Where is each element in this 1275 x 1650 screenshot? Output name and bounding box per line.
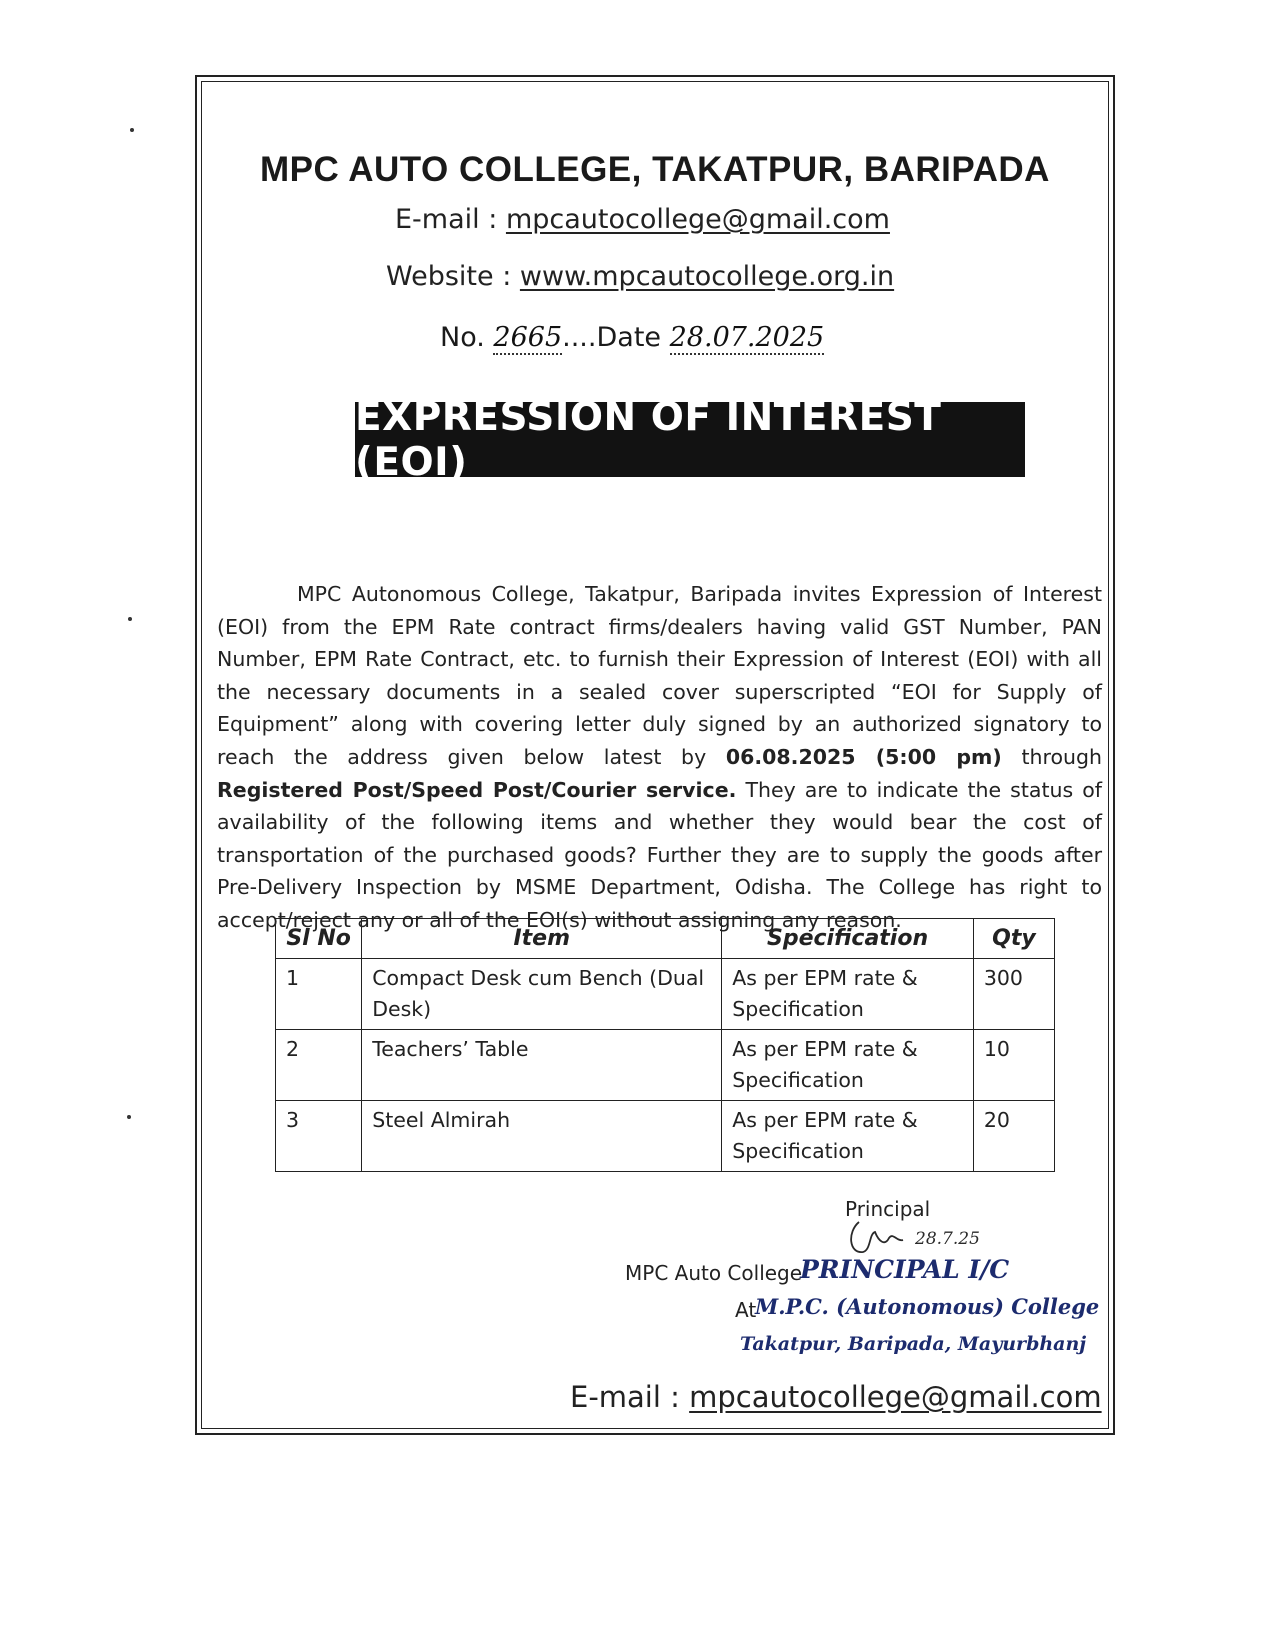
body-part3: They are to indicate the status of availability of the following items and whether they would bear the cost of transportation of the purchased goods? Further they are to supply the goods after Pre-Delivery Inspection by MSME Department, Odisha. The College has right to accept/reject any or all of the EOI(s) without assigning any reason. [217, 777, 1102, 932]
signature-date: 28.7.25 [915, 1229, 980, 1249]
scan-speck [127, 1115, 131, 1119]
no-label: No. [440, 322, 485, 353]
cell-item: Steel Almirah [362, 1101, 722, 1172]
eoi-title-banner: EXPRESSION OF INTEREST (EOI) [355, 402, 1025, 477]
college-prefix: MPC Auto College [625, 1261, 803, 1285]
cell-spec: As per EPM rate & Specification [722, 959, 974, 1030]
body-part2: through [1021, 744, 1102, 769]
cell-spec: As per EPM rate & Specification [722, 1030, 974, 1101]
at-prefix: At [735, 1298, 757, 1322]
cell-qty: 300 [973, 959, 1054, 1030]
scan-speck [130, 128, 134, 132]
header-specification: Specification [722, 919, 974, 959]
stamp-address: Takatpur, Baripada, Mayurbhanj [740, 1333, 1087, 1355]
scan-speck [128, 617, 132, 621]
items-table [275, 918, 1055, 1172]
header-item: Item [362, 919, 722, 959]
stamp-principal: PRINCIPAL I/C [800, 1255, 1010, 1284]
website-label: Website : [386, 261, 512, 292]
reference-line [440, 322, 824, 353]
footer-email-line [570, 1380, 1102, 1414]
cell-qty: 20 [973, 1101, 1054, 1172]
date-label: Date [596, 322, 662, 353]
cell-spec: As per EPM rate & Specification [722, 1101, 974, 1172]
cell-qty: 10 [973, 1030, 1054, 1101]
website-link[interactable]: www.mpcautocollege.org.in [519, 261, 895, 292]
table-row [276, 1030, 1055, 1101]
cell-sl: 1 [276, 959, 362, 1030]
cell-item: Compact Desk cum Bench (Dual Desk) [362, 959, 722, 1030]
table-row [276, 959, 1055, 1030]
header-sl-no: Sl No [276, 919, 362, 959]
cell-sl: 3 [276, 1101, 362, 1172]
footer-email-link[interactable]: mpcautocollege@gmail.com [689, 1380, 1102, 1414]
cell-item: Teachers’ Table [362, 1030, 722, 1101]
dots: .... [562, 322, 597, 353]
cell-sl: 2 [276, 1030, 362, 1101]
reference-number: 2665 [493, 322, 563, 353]
header-email-line [395, 204, 890, 235]
eoi-body-paragraph [217, 578, 1102, 937]
header-qty: Qty [973, 919, 1054, 959]
footer-email-label: E-mail : [570, 1380, 680, 1414]
stamp-college: M.P.C. (Autonomous) College [755, 1294, 1100, 1319]
email-label: E-mail : [395, 204, 498, 235]
college-name: MPC AUTO COLLEGE, TAKATPUR, BARIPADA [260, 150, 1050, 189]
deadline-text: 06.08.2025 (5:00 pm) [725, 744, 1002, 769]
reference-date: 28.07.2025 [669, 322, 825, 353]
principal-label: Principal [845, 1197, 931, 1221]
email-link[interactable]: mpcautocollege@gmail.com [505, 204, 890, 235]
body-part1: MPC Autonomous College, Takatpur, Baripada invites Expression of Interest (EOI) from the EPM Rate contract firms/dealers having valid GST Number, PAN Number, EPM Rate Contract, etc. to furnish their Expression of Interest (EOI) with all the necessary documents in a sealed cover superscripted “EOI for Supply of Equipment” along with covering letter duly signed by an authorized signatory to reach the address given below latest by [217, 582, 1102, 769]
delivery-mode-text: Registered Post/Speed Post/Courier service. [217, 777, 737, 802]
header-website-line [386, 261, 894, 292]
table-row [276, 1101, 1055, 1172]
table-header-row [276, 919, 1055, 959]
